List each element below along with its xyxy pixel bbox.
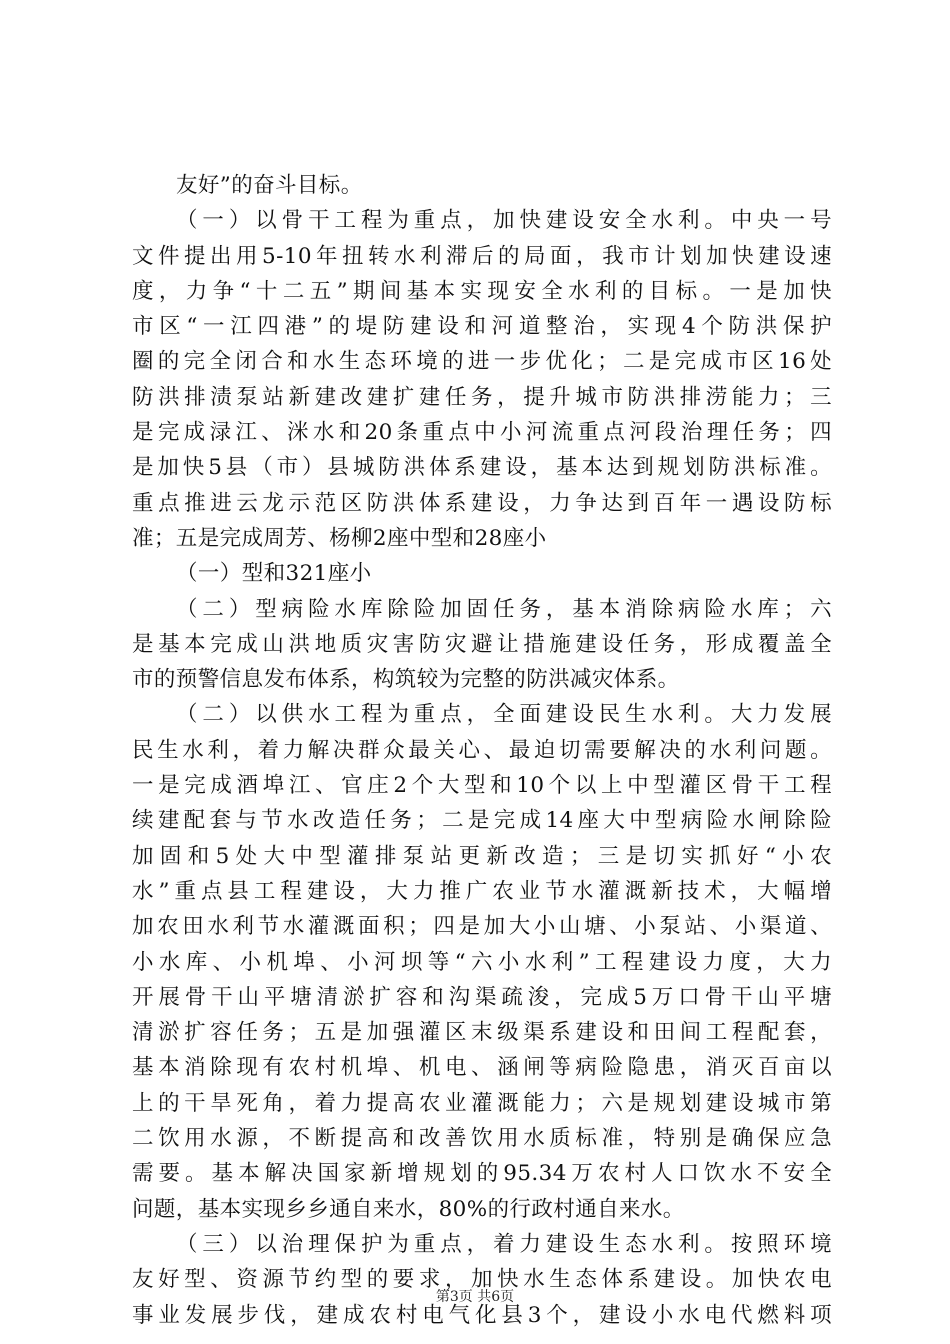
text-line: 友好型、资源节约型的要求，加快水生态体系建设。加快农电 xyxy=(132,1267,832,1293)
text-line: 友好”的奋斗目标。 xyxy=(176,173,363,198)
text-line: （一）型和321座小 xyxy=(176,561,372,587)
text-line: 加农田水利节水灌溉面积；四是加大小山塘、小泵站、小渠道、 xyxy=(132,914,832,940)
text-line: 一是完成酒埠江、官庄2个大型和10个以上中型灌区骨干工程 xyxy=(132,773,832,799)
text-line: 是加快5县（市）县城防洪体系建设，基本达到规划防洪标准。 xyxy=(132,455,832,481)
text-line: 上的干旱死角，着力提高农业灌溉能力；六是规划建设城市第 xyxy=(132,1090,832,1116)
text-line: 二饮用水源，不断提高和改善饮用水质标准，特别是确保应急 xyxy=(132,1126,832,1152)
text-line: （三）以治理保护为重点，着力建设生态水利。按照环境 xyxy=(176,1231,832,1257)
text-line: 重点推进云龙示范区防洪体系建设，力争达到百年一遇设防标 xyxy=(132,490,832,516)
text-line: 防洪排渍泵站新建改建扩建任务，提升城市防洪排涝能力；三 xyxy=(132,384,832,410)
document-body xyxy=(132,168,832,1333)
text-line: 加固和5处大中型灌排泵站更新改造；三是切实抓好“小农 xyxy=(132,843,832,869)
text-line: 小水库、小机埠、小河坝等“六小水利”工程建设力度，大力 xyxy=(132,949,832,975)
text-line: 民生水利，着力解决群众最关心、最迫切需要解决的水利问题。 xyxy=(132,737,832,763)
text-line: 市的预警信息发布体系，构筑较为完整的防洪减灾体系。 xyxy=(132,667,680,693)
text-line: 基本消除现有农村机埠、机电、涵闸等病险隐患，消灭百亩以 xyxy=(132,1055,832,1081)
page-number-footer: 第3页 共6页 xyxy=(435,1289,515,1305)
text-line: 清淤扩容任务；五是加强灌区末级渠系建设和田间工程配套， xyxy=(132,1020,832,1046)
text-line: 问题，基本实现乡乡通自来水，80%的行政村通自来水。 xyxy=(132,1196,685,1222)
text-line: 事业发展步伐，建成农村电气化县3个，建设小水电代燃料项 xyxy=(132,1302,832,1328)
text-line: 文件提出用5-10年扭转水利滞后的局面，我市计划加快建设速 xyxy=(132,243,832,269)
text-line: 水”重点县工程建设，大力推广农业节水灌溉新技术，大幅增 xyxy=(132,878,832,904)
text-line: 续建配套与节水改造任务；二是完成14座大中型病险水闸除险 xyxy=(132,808,832,834)
text-line: 度，力争“十二五”期间基本实现安全水利的目标。一是加快 xyxy=(132,278,832,304)
text-line: 准；五是完成周芳、杨柳2座中型和28座小 xyxy=(132,525,547,551)
text-line: 市区“一江四港”的堤防建设和河道整治，实现4个防洪保护 xyxy=(132,314,832,340)
text-line: 是完成渌江、洣水和20条重点中小河流重点河段治理任务；四 xyxy=(132,420,832,446)
text-line: （二）型病险水库除险加固任务，基本消除病险水库；六 xyxy=(176,596,832,622)
text-line: 需要。基本解决国家新增规划的95.34万农村人口饮水不安全 xyxy=(132,1161,832,1187)
text-line: 开展骨干山平塘清淤扩容和沟渠疏浚，完成5万口骨干山平塘 xyxy=(132,984,832,1010)
text-line: 是基本完成山洪地质灾害防灾避让措施建设任务，形成覆盖全 xyxy=(132,631,832,657)
text-line: （一）以骨干工程为重点，加快建设安全水利。中央一号 xyxy=(176,208,832,234)
text-line: 圈的完全闭合和水生态环境的进一步优化；二是完成市区16处 xyxy=(132,349,832,375)
text-line: （二）以供水工程为重点，全面建设民生水利。大力发展 xyxy=(176,702,832,728)
